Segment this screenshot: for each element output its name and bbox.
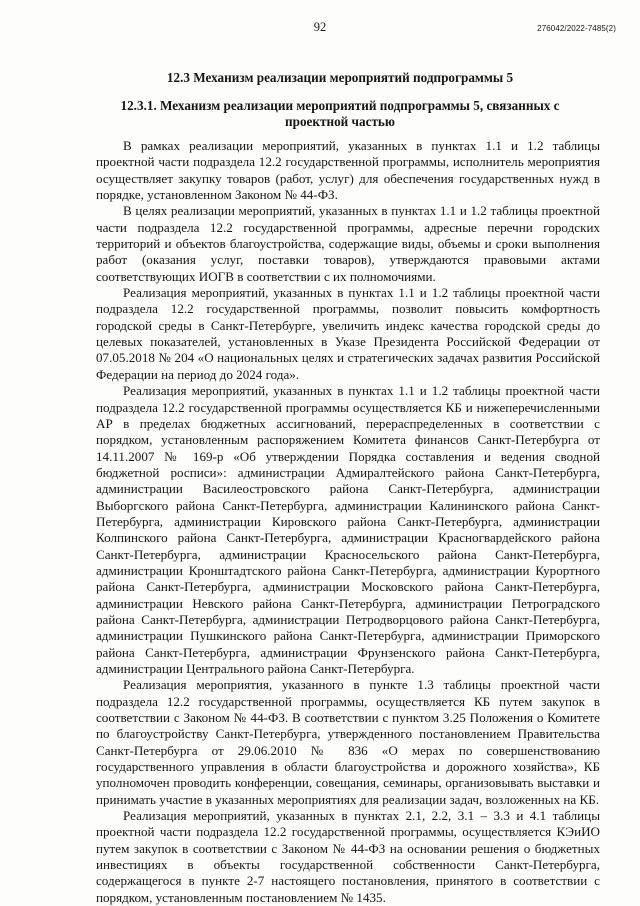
body-text	[96, 138, 600, 906]
section-title: 12.3 Механизм реализации мероприятий подпрограммы 5	[166, 70, 514, 85]
paragraph: Реализация мероприятия, указанного в пункте 1.3 таблицы проектной части подраздела 12.2 государственной программы, осуществляется КБ путем закупок в соответствии с Законом № 44-ФЗ. В соответствии с пунктом 3.25 Положения о Комитете по благоустройству Санкт-Петербурга, утвержденного постановлением Правительства Санкт-Петербурга от 29.06.2010 № 836 «О мерах по совершенствованию государственного управления в области благоустройства и дорожного хозяйства», КБ уполномочен проводить конференции, совещания, семинары, организовывать выставки и принимать участие в указанных мероприятиях для реализации задач, возложенных на КБ.	[96, 677, 600, 807]
subsection-title: 12.3.1. Механизм реализации мероприятий подпрограммы 5, связанных с проектной частью	[120, 98, 560, 129]
paragraph: Реализация мероприятий, указанных в пунктах 2.1, 2.2, 3.1 – 3.3 и 4.1 таблицы проектной части подраздела 12.2 государственной программы, осуществляется КЭиИО путем закупок в соответствии с Законом № 44-ФЗ на основании решения о бюджетных инвестициях в объекты государственной собственности Санкт-Петербурга, содержащегося в пункте 2-7 настоящего постановления, принятого в соответствии с порядком, установленным постановлением № 1435.	[96, 808, 600, 905]
document-code: 276042/2022-7485(2)	[537, 24, 616, 33]
paragraph: В целях реализации мероприятий, указанных в пунктах 1.1 и 1.2 таблицы проектной части подраздела 12.2 государственной программы, адресные перечни городских территорий и объектов благоустройства, содержащие виды, объемы и сроки выполнения работ (оказания услуг, поставки товаров), утверждаются правовыми актами соответствующих ИОГВ в соответствии с их полномочиями.	[96, 203, 600, 284]
page-number: 92	[313, 20, 327, 34]
paragraph: В рамках реализации мероприятий, указанных в пунктах 1.1 и 1.2 таблицы проектной части подраздела 12.2 государственной программы, исполнитель мероприятия осуществляет закупку товаров (работ, услуг) для обеспечения государственных нужд в порядке, установленном Законом № 44-ФЗ.	[96, 138, 600, 203]
paragraph: Реализация мероприятий, указанных в пунктах 1.1 и 1.2 таблицы проектной части подраздела 12.2 государственной программы, позволит повысить комфортность городской среды в Санкт-Петербурге, увеличить индекс качества городской среды до целевых показателей, установленных в Указе Президента Российской Федерации от 07.05.2018 № 204 «О национальных целях и стратегических задачах развития Российской Федерации на период до 2024 года».	[96, 285, 600, 382]
paragraph: Реализация мероприятий, указанных в пунктах 1.1 и 1.2 таблицы проектной части подраздела 12.2 государственной программы осуществляется КБ и нижеперечисленными АР в пределах бюджетных ассигнований, перераспределенных в соответствии с порядком, установленным распоряжением Комитета финансов Санкт-Петербурга от 14.11.2007 № 169-р «Об утверждении Порядка составления и ведения сводной бюджетной росписи»: администрации Адмиралтейского района Санкт-Петербурга, администрации Василеостровского района Санкт-Петербурга, администрации Выборгского района Санкт-Петербурга, администрации Калининского района Санкт-Петербурга, администрации Кировского района Санкт-Петербурга, администрации Колпинского района Санкт-Петербурга, администрации Красногвардейского района Санкт-Петербурга, администрации Красносельского района Санкт-Петербурга, администрации Кронштадтского района Санкт-Петербурга, администрации Курортного района Санкт-Петербурга, администрации Московского района Санкт-Петербурга, администрации Невского района Санкт-Петербурга, администрации Петроградского района Санкт-Петербурга, администрации Петродворцового района Санкт-Петербурга, администрации Пушкинского района Санкт-Петербурга, администрации Приморского района Санкт-Петербурга, администрации Фрунзенского района Санкт-Петербурга, администрации Центрального района Санкт-Петербурга.	[96, 383, 600, 676]
